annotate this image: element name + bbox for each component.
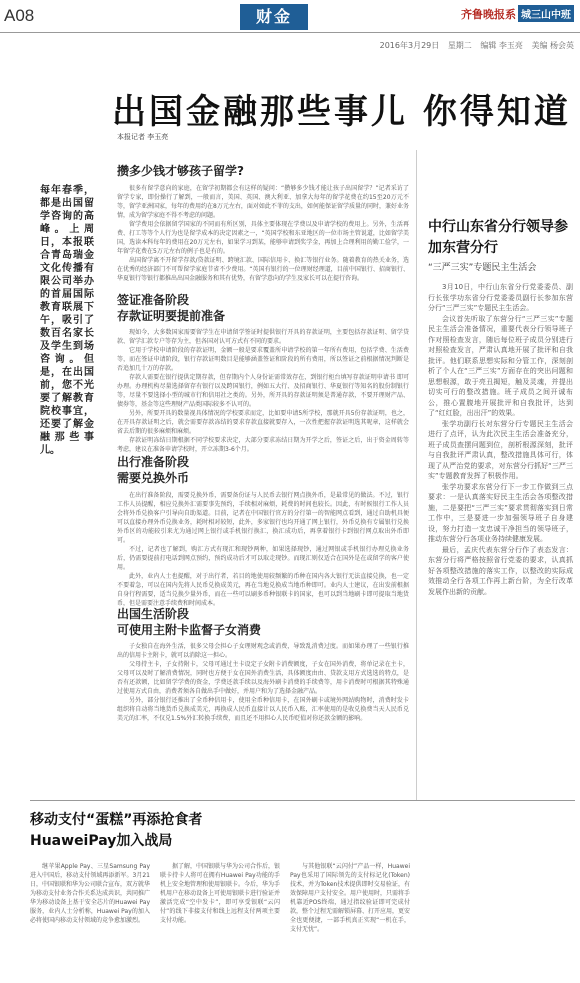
paragraph: 不过，记者也了解到，购汇方式有现汇和现钞两种，如果选择现钞，通过网银或手机银行办理兑换业务后，仍需要提前打电话到网点预约，预约成功后才可以取走现钞。而现汇则仅适合在国外是在或留学的客户使用。 [117,546,409,571]
date: 2016年3月29日 [379,41,440,50]
right-article-body [428,282,573,597]
paragraph: 出国留学离不开留学存款/贷款证明、跨境汇款、国际信用卡、换汇等银行业务。随着教育的热关业务，选在优秀的经济部门不可帮留学家庭节省不少费用。“英国有银行的一位理财经理道，目前中国银行、招商银行、华夏银行等银行都推出出国金融服务和其有优势，有留学意向的学生及家长可以在提行咨询。 [117,257,409,282]
paragraph: 最后，孟庆代表东营分行作了表态发言：东营分行将严格按照省行党委的要求，认真抓好各项整改措施的落实工作，以整改的实际成效推动全行各项工作再上新台阶，为全行改革发展作出新的贡献。 [428,545,573,596]
paragraph: 父母持主卡，子女持附卡，父母可通过主卡设定子女附卡消费额度，子女在国外消费，将单记录在主卡，父母可以及时了解消费情况，同时也方便于女在国外消费生活，具体额度由由、贷款支用方式选选的特点，是否有还款额，比如留学学费的资金，学费还款手续以及海外刷卡消费的手续费等，用卡消费时可根据其特殊通过使用方式自由，消费者须各自做出手中做好，并用户和为了选择金融产品。 [117,661,409,695]
paragraph: 它用于学校申请阶段的存款证明，金额一般是要求覆盖所申请学校的第一年所有费用，包括学费、生活费等，而在签证申请阶段，银行存款证明数目是能够涵盖签证和阶段的所有费用，所以签证之前根据情况判断是否追加几十万的存款。 [117,347,409,372]
paragraph: 此外，业内人士也提醒，对于出行者，若目的地使用较频繁的币种在国内各大银行无法直接兑换，也一定不要着急，可以在国内先将人民币兑换成美元，再在当地兑换成当地币种即可。业内人士建议，在出发前根据自身行程需要，适当兑换少量外币，而在一些可以刷多币种银联卡的国家，也可以到当地刷卡即可提取当地货币，但是需要注意手续费和时间成本。 [117,573,409,607]
right-article-subtitle: “三严三实”专题民主生活会 [428,263,537,273]
paragraph: 继苹果Apple Pay、三星Samsung Pay进入中国后，移动支付领域再添新军。3月21日，中国银联和华为公司联合宣布，双方就华为移动支付业务合作关系达成共识，共同推广华为移动设备上基于安全芯片的Huawei Pay服务，业内人士分析称，Huawei Pay的加入必将使国内移动支付领域的竞争愈加激烈。 [30,863,151,924]
section-label: 财金 [240,4,308,30]
lead-sidebar: 每年春季，都是出国留学咨询的高峰。上周日，本报联合青岛瑞金文化传播有限公司举办的首届国际教育联展下午，吸引了数百名家长及学生到场咨询。但是，在出国前，您不光要了解教育院校事宜，还要了解金融那些事儿。 [40,185,94,456]
paragraph: 子女独自在海外生活，很多父母会担心子女理财观念或消费，导致乱消费过度。而如果办理了一些银行推出的信用卡主附卡，就可以消除这一担心。 [117,643,409,659]
paragraph: 存款人需要在银行提供定期存款，但存期内个人身份证需常效存在，到银行柜台填写存款证明申请书 即可办理。办理机构尽量选择留存有银行以及跨国银行，例如五大行、及招商银行、华夏银行等知名的股份制银行等，尽量不要选择小型的城市行和信用社之类的。另外，所开具的存款证明须是普通存款，不要开理财产品、债券等，基金等这些理财产品类国际较多不认可的。 [117,374,409,408]
bottom-divider [30,800,575,801]
column-divider [416,150,417,800]
paragraph: 现如今，大多数国家需要留学生在申请留学签证时提供银行开具的存款证明，主要包括存款证明、留学贷款、留学汇款专户等存为主，但各国对认可方式有不同的要求。 [117,329,409,345]
main-headline: 出国金融那些事儿 你得知道 [112,92,571,132]
dateline [374,40,574,51]
section-body [117,642,409,723]
paragraph: 张学功要求东营分行下一步工作做到三点要求：一是认真落实好民主生活会各项整改措施，二是要把“三严三实”要求贯彻落实到日常工作中，三是要进一步加强领导班子自身建设，努力打造一支忠诚干净担当的领导班子，推动东营分行各项业务持续健康发展。 [428,482,573,543]
bottom-title-line2: HuaweiPay加入战局 [30,833,173,849]
section-heading: 攒多少钱才够孩子留学? [117,164,244,178]
masthead-box: 城三山中班 [518,5,574,22]
section-body [117,491,409,608]
paragraph: 据了解，中国银联与华为公司合作后，银联卡持卡人将可在拥有Huawei Pay功能的手机上安全地管理和使用银联卡。今后，华为手机用户在移动设备上可使用银联卡进行验证并激活完成“空中发卡”，即可享受银联“云闪付”的线下非接支付和线上远程支付两项主要支付功能。 [160,863,281,924]
weekday: 星期二 [447,41,472,50]
paragraph: 存款证明冻结日期根据不同学校要求决定，大部分要求冻结日期为开学之后，签证之后，出于资金周转等考虑，建议在准备申请学校时，开立冻期3-6个月。 [117,437,409,453]
bottom-article-body [30,862,410,974]
masthead [461,5,574,22]
designer: 美编 杨会英 [531,41,574,50]
section-body [117,184,409,283]
masthead-name: 齐鲁晚报 [461,8,505,21]
paragraph: 与其他银联“云闪付”产品一样，HuaweiPay也采用了国际领先的支付标记化(Token)技术，并为Token技术提供即时交易验证，有效保障用户支付安全。用户使用时，只需将手机靠近POS终端，通过指纹验证即可完成付款，整个过程无需解锁屏幕、打开应用，更安全也更便捷，一部手机真正实现“一机在手，支付无忧”。 [290,863,410,933]
paragraph: 张学功副行长对东营分行专题民主生活会进行了点评，认为此次民主生活会准备充分，班子成员查摆问题到位，剖析根源深刻，批评与自我批评严肃认真，整改措施具体可行，体现了从严治党的要求，对东营分行抓好“三严三实”专题教育发挥了积极作用。 [428,419,573,480]
paragraph: 3月10日，中行山东省分行党委委员、副行长张学功东省分行党委委员副行长参加东营分行“三严三实”专题民主生活会。 [428,283,573,312]
section-heading: 签证准备阶段 存款证明要提前准备 [117,293,226,323]
bottom-title-line1: 移动支付“蛋糕”再添抢食者 [30,812,203,828]
page-number: A08 [4,6,35,25]
page-header [0,0,580,33]
bottom-article-title [30,810,410,852]
editor: 编辑 李玉亮 [480,41,523,50]
paragraph: 另外，所要开具的数量视具体情况的学校要求而定，比如要申请5所学校，那就开具5份存款证明，也之，在开具存款证明之后，就会需要存款冻结的要求存款直接就要存入，一次性把握存款证明选其呢章，这样就会省去后期的很多麻烦和麻烦。 [117,410,409,435]
main-byline: 本报记者 李玉亮 [117,133,169,141]
section-heading: 出行准备阶段 需要兑换外币 [117,455,190,485]
masthead-sub: 系 [505,8,516,21]
paragraph: 另外，部分银行还推出了全币种信用卡，使用全币种信用卡，在国外刷卡或境外网站购物时，消费时发卡组织将自动将当地货币兑换成美元，再换成人民币直接计以人民币入账，汇率使用的是收兑换费当天人民币兑美元的汇率，不仅兑1.5%外汇转换手续费，而且还不用担心人民币贬值对你还款金额的影响。 [117,697,409,722]
paragraph: 很多有留学意向的家庭，在留学初期都会有这样的疑问：“攒够多少钱才能让孩子出国留学？”记者采访了留学专家，即份操行了解到，一般而言，美国、英国、澳大利亚、加拿大每年的留学花费在约15至20万元不等，留学亚洲国家，每年的费用约在8万元左右，面对如此不菲的支出，如何能保证留学质量的同时，兼好业务情，成为留学家庭不得不考虑的问题。 [117,185,409,219]
section-heading: 出国生活阶段 可使用主附卡监督子女消费 [117,607,262,637]
paragraph: 留学费用会依据留学国家的不同而有所区别，具体主要体现在学费以及申请学校的费用上。另外，生活再费、打工等等个人行为也是留学成本的决定因素之一，“英国学校和东亚地区的一位市场主管说道，比如留学美国，选读本科每年的费用在20万元左右，如果学习到某，能够申请到奖学金，再加上合理利用的勤工俭学，一年留学花费在5万元左右的例子也是有的。 [117,221,409,255]
section-body [117,328,409,454]
right-article-title: 中行山东省分行领导参加东营分行 [428,219,568,256]
paragraph: 会议首先听取了东营分行“三严三实”专题民主生活会准备情况，重要代表分行领导班子作对照检查发言，随后每位班子成员分别进行对照检查发言，严肃认真地开展了批评和自我批评。他们联系思想实际和分管工作，深刻剖析了个人在“三严三实”方面存在的突出问题和思想根源，敢于亮丑揭短，触及灵魂，并提出切实可行的整改措施。班子成员之间开诚布公，推心置腹地开展批评和自我批评，达到了“红红脸，出出汗”的效果。 [428,314,573,417]
paragraph: 在出行准备阶段，需要兑换外币，需要备份证与人民币去银行网点换外币，是最常见的做法。不过，银行工作人员提醒，相应兑换外汇需要事先预约，手续相对麻烦，耗费的时间也较长。因此，有时候银行工作人员会将外币兑换客户引导向自助渠道。目前，记者在中国银行官方的分行第一的智能网点看到，通过自助机具便可以直接办理外币兑换业务，耗时相对较短，此外，多家银行也均开通了网上银行，外币兑换有专属银行兑换外币区的功能较引来尤为通过网上银行或手机银行换汇，换汇成功后，再拿着银行卡到银行网点取出外币即可。 [117,492,409,544]
